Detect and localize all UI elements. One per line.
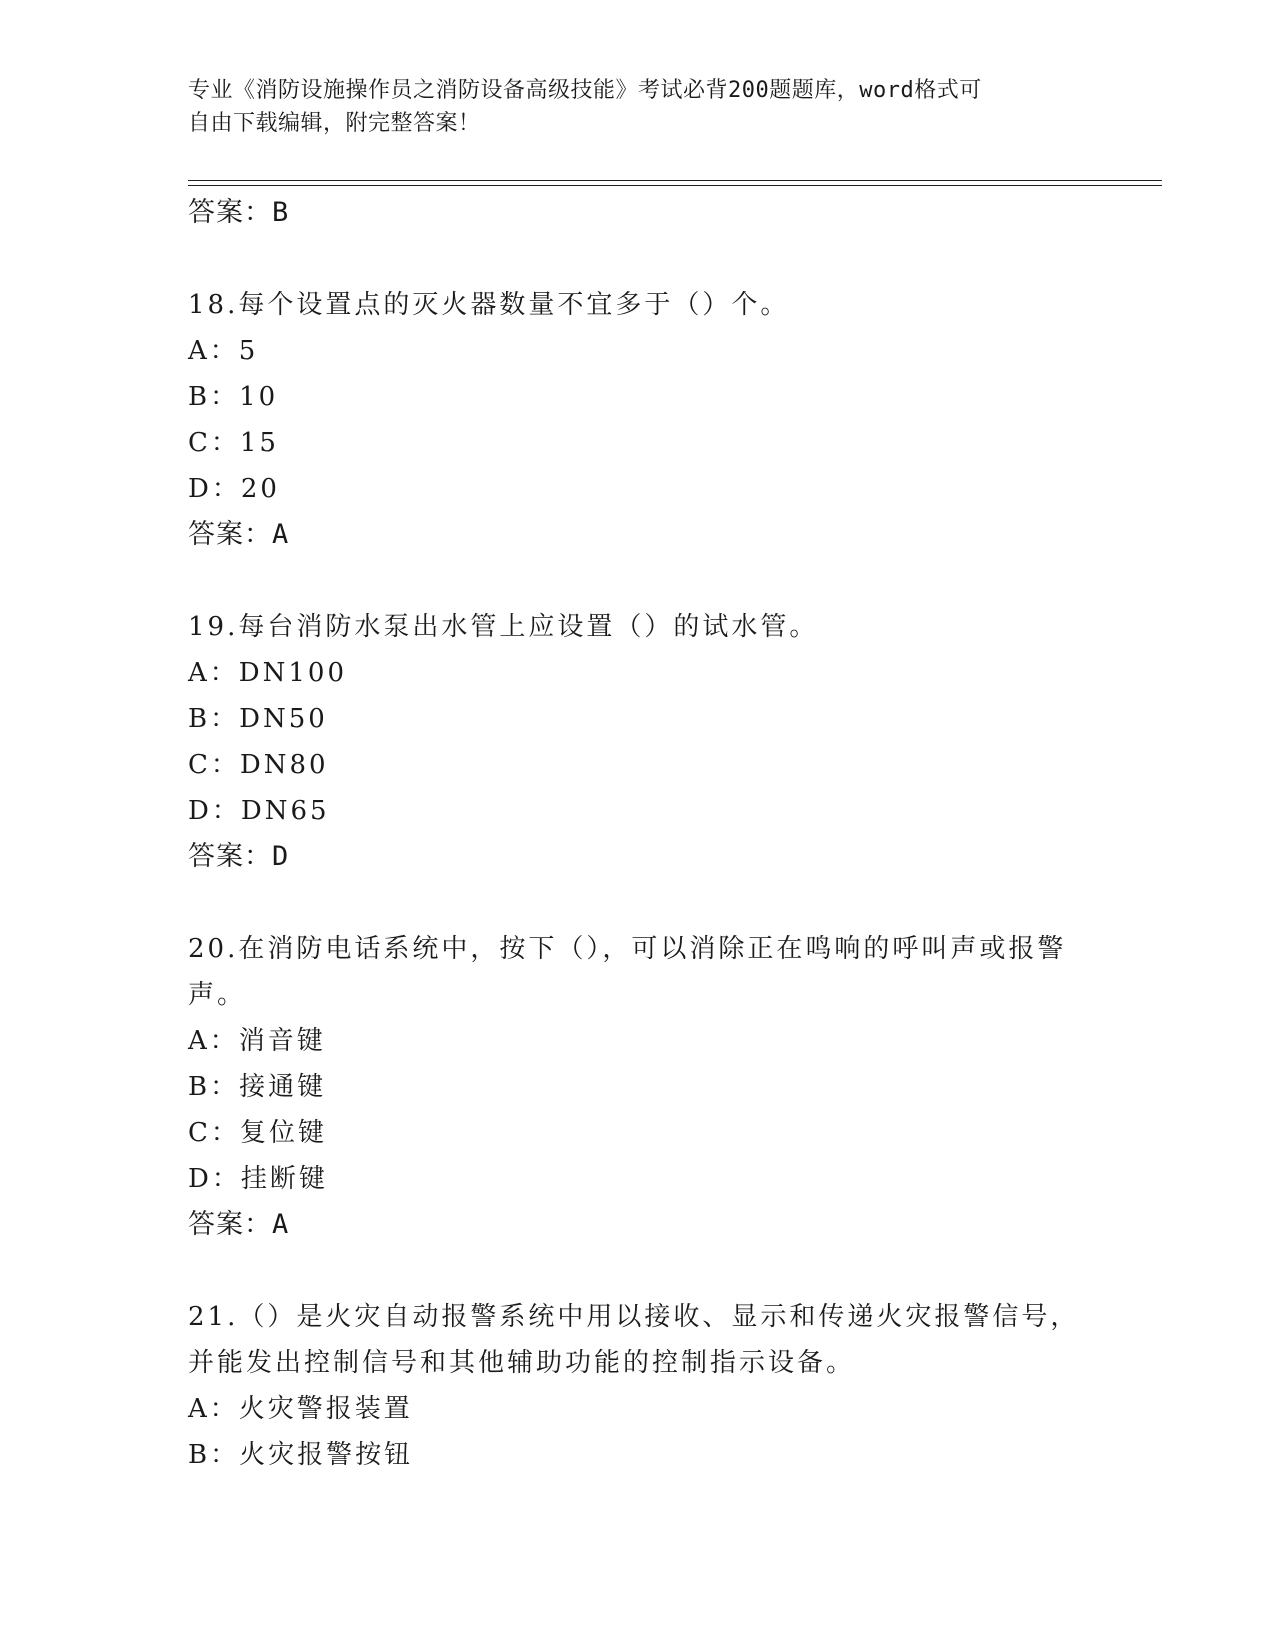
answer-label: 答案：	[188, 841, 272, 872]
option-b: B：10	[188, 382, 279, 412]
option-d: D：挂断键	[188, 1164, 328, 1194]
question-stem-line-1: 21.（）是火灾自动报警系统中用以接收、显示和传递火灾报警信号，	[188, 1302, 1080, 1332]
answer-line	[188, 190, 1088, 236]
answer-value: D	[272, 841, 290, 872]
answer-value: A	[272, 519, 290, 550]
question-stem: 18.每个设置点的灭火器数量不宜多于（）个。	[188, 290, 790, 320]
answer-label: 答案：	[188, 1209, 272, 1240]
answer-label: 答案：	[188, 197, 272, 228]
header-divider	[188, 180, 1162, 186]
spacer	[188, 236, 1088, 282]
option-a: A：消音键	[188, 1026, 326, 1056]
question-stem: 19.每台消防水泵出水管上应设置（）的试水管。	[188, 612, 819, 642]
option-a: A：火灾警报装置	[188, 1394, 413, 1424]
question-18	[188, 282, 1088, 558]
option-d: D：20	[188, 474, 280, 504]
spacer	[188, 880, 1088, 926]
question-stem-line-2: 并能发出控制信号和其他辅助功能的控制指示设备。	[188, 1348, 856, 1378]
spacer	[188, 558, 1088, 604]
question-20	[188, 926, 1088, 1248]
header-line-1: 专业《消防设施操作员之消防设备高级技能》考试必背200题题库，word格式可	[188, 78, 982, 103]
option-a: A：DN100	[188, 658, 347, 688]
option-a: A：5	[188, 336, 259, 366]
answer-value: B	[272, 197, 290, 228]
document-header	[188, 74, 1088, 140]
answer-label: 答案：	[188, 519, 272, 550]
option-c: C：复位键	[188, 1118, 327, 1148]
question-19	[188, 604, 1088, 880]
answer-value: A	[272, 1209, 290, 1240]
question-stem-line-2: 声。	[188, 980, 247, 1010]
answer-line	[188, 512, 1088, 558]
option-d: D：DN65	[188, 796, 330, 826]
header-line-2: 自由下载编辑，附完整答案！	[188, 111, 481, 136]
question-stem-line-1: 20.在消防电话系统中，按下（），可以消除正在鸣响的呼叫声或报警	[188, 934, 1067, 964]
option-b: B：DN50	[188, 704, 328, 734]
option-c: C：DN80	[188, 750, 329, 780]
option-c: C：15	[188, 428, 279, 458]
question-list	[188, 190, 1088, 1478]
answer-line	[188, 834, 1088, 880]
answer-line	[188, 1202, 1088, 1248]
option-b: B：接通键	[188, 1072, 327, 1102]
question-21	[188, 1294, 1088, 1478]
spacer	[188, 1248, 1088, 1294]
option-b: B：火灾报警按钮	[188, 1440, 414, 1470]
